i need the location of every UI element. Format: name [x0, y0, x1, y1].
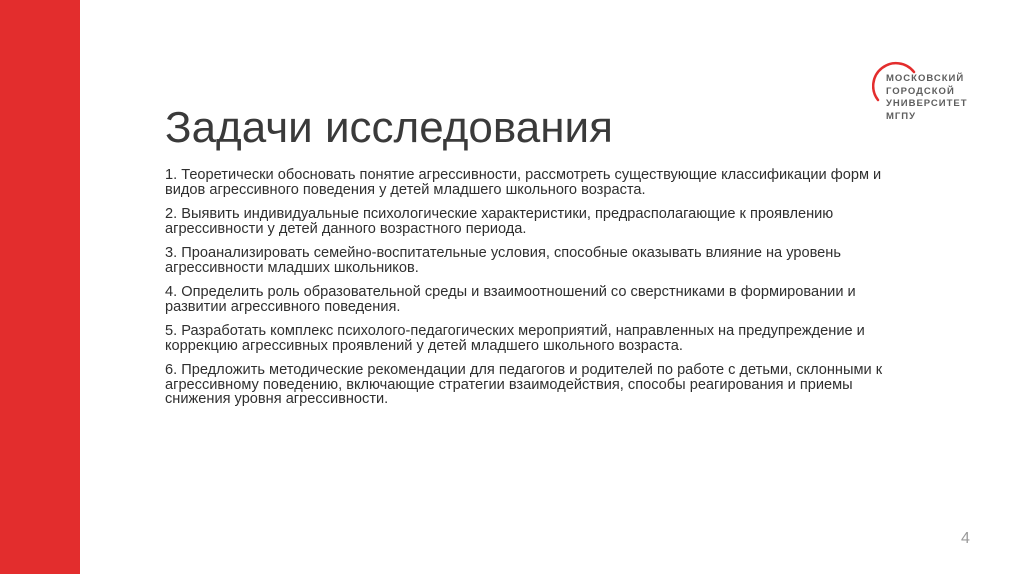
- task-item-2: 2. Выявить индивидуальные психологические характеристики, предрасполагающие к проявлению агрессивности у детей данного возрастного периода.: [165, 206, 834, 237]
- task-item-6: 6. Предложить методические рекомендации для педагогов и родителей по работе с детьми, склонными к агрессивному поведению, включающие стратегии взаимодействия, способы реагирования и приемы снижения уровня агрессивности.: [165, 362, 883, 407]
- task-item-3: 3. Проанализировать семейно-воспитательные условия, способные оказывать влияние на уровень агрессивности младших школьников.: [165, 245, 841, 276]
- slide-title: Задачи исследования: [165, 103, 613, 152]
- task-list: [165, 168, 885, 417]
- logo-line-1: МОСКОВСКИЙ: [886, 73, 965, 84]
- logo-line-4: МГПУ: [886, 110, 917, 122]
- page-number: 4: [961, 530, 970, 547]
- logo-line-3: УНИВЕРСИТЕТ: [886, 98, 968, 109]
- task-item-4: 4. Определить роль образовательной среды и взаимоотношений со сверстниками в формировании и развитии агрессивного поведения.: [165, 284, 856, 315]
- university-logo: [872, 60, 982, 130]
- task-item-5: 5. Разработать комплекс психолого-педагогических мероприятий, направленных на предупреждение и коррекцию агрессивных проявлений у детей младшего школьного возраста.: [165, 323, 865, 354]
- task-item-1: 1. Теоретически обосновать понятие агрессивности, рассмотреть существующие классификации форм и видов агрессивного поведения у детей младшего школьного возраста.: [165, 167, 882, 198]
- logo-text: [886, 73, 968, 123]
- red-accent-bar: [0, 0, 80, 574]
- logo-line-2: ГОРОДСКОЙ: [886, 85, 955, 97]
